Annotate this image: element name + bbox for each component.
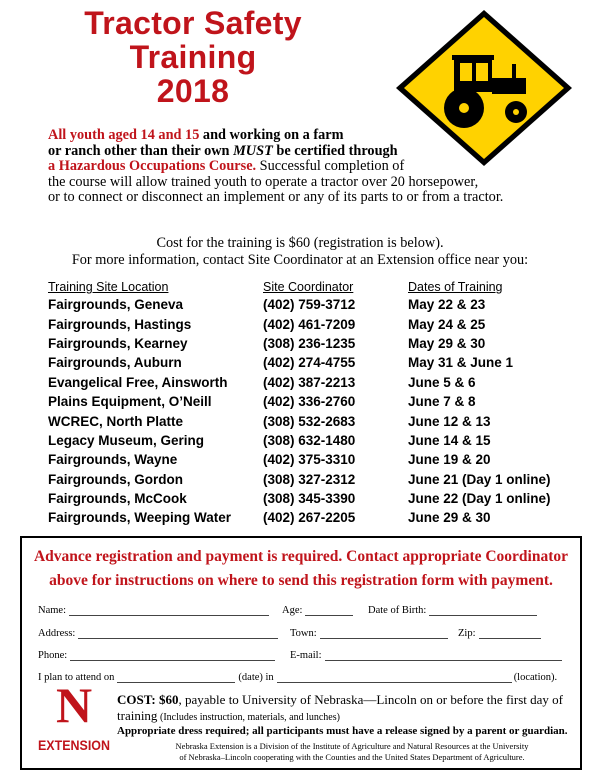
training-date-cell: May 29 & 30 bbox=[408, 335, 486, 351]
table-row bbox=[48, 392, 578, 411]
intro-black-1: and working on a farm bbox=[199, 127, 344, 143]
dob-field[interactable] bbox=[368, 604, 537, 616]
zip-label: Zip: bbox=[458, 628, 476, 639]
email-label: E-mail: bbox=[290, 650, 322, 661]
coordinator-phone-cell: (308) 236-1235 bbox=[263, 335, 356, 351]
site-cell: Fairgrounds, Wayne bbox=[48, 452, 178, 468]
page-title bbox=[22, 6, 364, 108]
table-row bbox=[48, 295, 578, 314]
attend-field[interactable] bbox=[38, 671, 557, 683]
table-row bbox=[48, 508, 578, 527]
table-row bbox=[48, 373, 578, 392]
intro-line2-pre: or ranch other than their own bbox=[48, 142, 234, 159]
cost-text: , payable to University of Nebraska—Lincoln on or before the first day of training bbox=[117, 692, 563, 723]
coordinator-phone-cell: (402) 375-3310 bbox=[263, 452, 356, 468]
table-row bbox=[48, 353, 578, 372]
intro-line3-black: Successful completion of bbox=[256, 158, 405, 174]
coordinator-phone-cell: (308) 632-1480 bbox=[263, 432, 356, 448]
nebraska-extension-logo bbox=[34, 678, 114, 756]
coordinator-phone-cell: (402) 267-2205 bbox=[263, 510, 356, 526]
dob-label: Date of Birth: bbox=[368, 605, 427, 616]
coordinator-phone-cell: (402) 387-2213 bbox=[263, 374, 356, 390]
site-cell: Fairgrounds, Auburn bbox=[48, 355, 182, 371]
phone-label: Phone: bbox=[38, 650, 68, 661]
training-date-cell: May 22 & 23 bbox=[408, 297, 486, 313]
zip-field[interactable] bbox=[458, 627, 541, 639]
intro-line2-post: be certified through bbox=[272, 142, 398, 159]
coordinator-phone-cell: (308) 327-2312 bbox=[263, 471, 356, 487]
address-label: Address: bbox=[38, 628, 76, 639]
title-line-3: 2018 bbox=[156, 73, 230, 109]
intro-paragraph bbox=[48, 128, 568, 206]
training-date-cell: June 22 (Day 1 online) bbox=[408, 491, 551, 507]
registration-form bbox=[20, 536, 582, 770]
title-line-1: Tractor Safety bbox=[84, 5, 302, 41]
training-date-cell: June 14 & 15 bbox=[408, 432, 491, 448]
site-cell: Fairgrounds, Kearney bbox=[48, 335, 188, 351]
training-date-cell: June 19 & 20 bbox=[408, 452, 491, 468]
email-field[interactable] bbox=[290, 649, 562, 661]
training-date-cell: June 21 (Day 1 online) bbox=[408, 471, 551, 487]
site-cell: Fairgrounds, Gordon bbox=[48, 471, 183, 487]
includes-note: (Includes instruction, materials, and lunches) bbox=[160, 712, 340, 723]
site-cell: Fairgrounds, McCook bbox=[48, 491, 187, 507]
coordinator-phone-cell: (402) 336-2760 bbox=[263, 394, 356, 410]
name-field[interactable] bbox=[38, 604, 269, 616]
cost-line-2: For more information, contact Site Coordinator at an Extension office near you: bbox=[71, 252, 529, 268]
site-cell: Legacy Museum, Gering bbox=[48, 432, 205, 448]
training-date-cell: May 24 & 25 bbox=[408, 316, 486, 332]
address-field[interactable] bbox=[38, 627, 278, 639]
fine-print-1: Nebraska Extension is a Division of the Institute of Agriculture and Natural Resources at the University bbox=[175, 741, 529, 751]
table-row bbox=[48, 431, 578, 450]
age-label: Age: bbox=[282, 605, 303, 616]
site-cell: WCREC, North Platte bbox=[48, 413, 183, 429]
cost-line-1: Cost for the training is $60 (registration is below). bbox=[156, 235, 444, 251]
site-cell: Fairgrounds, Hastings bbox=[48, 316, 192, 332]
form-heading-2: above for instructions on where to send this registration form with payment. bbox=[49, 572, 553, 589]
table-row bbox=[48, 489, 578, 508]
location-label: (location). bbox=[513, 672, 558, 683]
form-heading-1: Advance registration and payment is required. Contact appropriate Coordinator bbox=[33, 548, 569, 565]
training-sites-table bbox=[48, 279, 578, 528]
training-date-cell: June 7 & 8 bbox=[408, 394, 476, 410]
phone-field[interactable] bbox=[38, 649, 275, 661]
training-date-cell: June 12 & 13 bbox=[408, 413, 491, 429]
table-row bbox=[48, 314, 578, 333]
intro-line-4: the course will allow trained youth to operate a tractor over 20 horsepower, bbox=[48, 173, 479, 190]
training-date-cell: June 5 & 6 bbox=[408, 374, 476, 390]
intro-red-1: All youth aged 14 and 15 bbox=[48, 127, 200, 143]
training-date-cell: June 29 & 30 bbox=[408, 510, 491, 526]
header-dates: Dates of Training bbox=[408, 280, 503, 294]
table-row bbox=[48, 411, 578, 430]
training-date-cell: May 31 & June 1 bbox=[408, 355, 514, 371]
table-row bbox=[48, 450, 578, 469]
coordinator-phone-cell: (308) 532-2683 bbox=[263, 413, 356, 429]
header-site: Training Site Location bbox=[48, 280, 169, 294]
intro-red-2: a Hazardous Occupations Course. bbox=[48, 158, 257, 174]
town-field[interactable] bbox=[290, 627, 448, 639]
cost-label: COST: $60 bbox=[117, 692, 179, 707]
date-label: (date) in bbox=[238, 672, 274, 683]
town-label: Town: bbox=[290, 628, 317, 639]
intro-line-5: or to connect or disconnect an implement or any of its parts to or from a tractor. bbox=[48, 189, 504, 205]
logo-text: EXTENSION bbox=[38, 737, 110, 753]
dress-note: Appropriate dress required; all participants must have a release signed by a parent or guardian. bbox=[117, 725, 568, 737]
coordinator-phone-cell: (402) 759-3712 bbox=[263, 297, 356, 313]
header-coordinator: Site Coordinator bbox=[263, 280, 354, 294]
coordinator-phone-cell: (402) 461-7209 bbox=[263, 316, 356, 332]
site-cell: Evangelical Free, Ainsworth bbox=[48, 374, 228, 390]
intro-must: MUST bbox=[233, 142, 273, 159]
site-cell: Fairgrounds, Weeping Water bbox=[48, 510, 232, 526]
table-row bbox=[48, 334, 578, 353]
site-cell: Fairgrounds, Geneva bbox=[48, 297, 184, 313]
site-cell: Plains Equipment, O’Neill bbox=[48, 394, 212, 410]
coordinator-phone-cell: (402) 274-4755 bbox=[263, 355, 356, 371]
name-label: Name: bbox=[38, 605, 66, 616]
logo-letter: N bbox=[55, 678, 93, 733]
coordinator-phone-cell: (308) 345-3390 bbox=[263, 491, 356, 507]
age-field[interactable] bbox=[282, 604, 353, 616]
title-line-2: Training bbox=[129, 39, 257, 75]
plan-label: I plan to attend on bbox=[38, 672, 115, 683]
fine-print-2: of Nebraska–Lincoln cooperating with the Counties and the United States Department of Agriculture. bbox=[179, 752, 525, 762]
table-row bbox=[48, 470, 578, 489]
